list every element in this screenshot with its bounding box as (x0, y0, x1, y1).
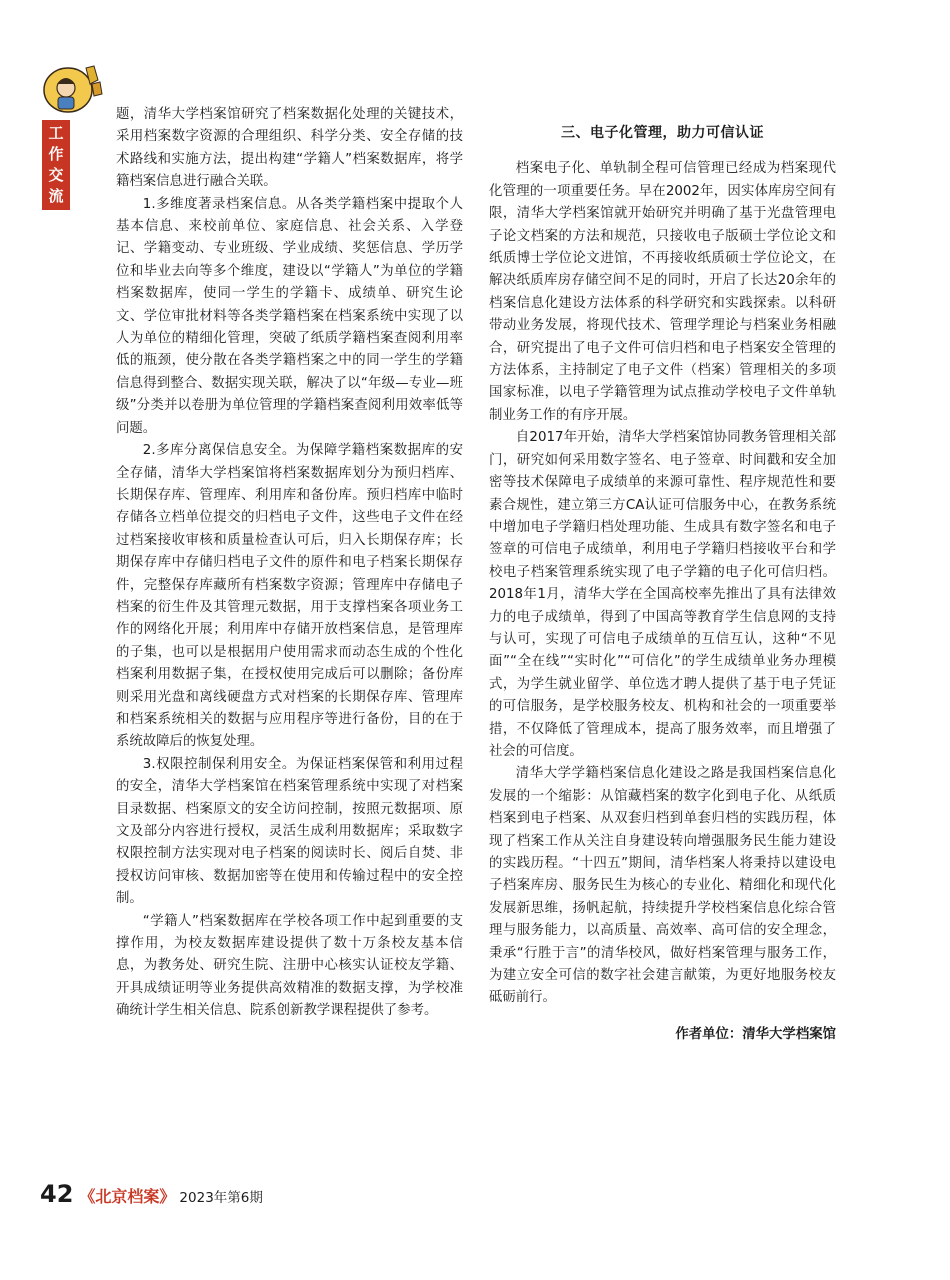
body-paragraph: 2.多库分离保信息安全。为保障学籍档案数据库的安全存储，清华大学档案馆将档案数据库划分为预归档库、长期保存库、管理库、利用库和备份库。预归档库中临时存储各立档单位提交的归档电子文件，这些电子文件在经过档案接收审核和质量检查认可后，归入长期保存库；长期保存库中存储归档电子文件的原件和电子档案长期保存件，完整保存库藏所有档案数字资源；管理库中存储电子档案的衍生件及其管理元数据，用于支撑档案各项业务工作的网络化开展；利用库中存储开放档案信息，是管理库的子集，也可以是根据用户使用需求而动态生成的个性化档案利用数据子集，在授权使用完成后可以删除；备份库则采用光盘和离线硬盘方式对档案的长期保存库、管理库和档案系统相关的数据与应用程序等进行备份，目的在于系统故障后的恢复处理。 (116, 443, 463, 750)
page-footer (40, 1180, 263, 1210)
column-badge-illustration (42, 60, 110, 116)
body-paragraph: “学籍人”档案数据库在学校各项工作中起到重要的支撑作用，为校友数据库建设提供了数十万条校友基本信息，为教务处、研究生院、注册中心核实认证校友学籍、开具成绩证明等业务提供高效精准的数据支撑，为学校准确统计学生相关信息、院系创新教学课程提供了参考。 (116, 913, 463, 1019)
left-column (116, 104, 463, 1023)
page-number: 42 (40, 1180, 74, 1208)
journal-name: 《北京档案》 (79, 1187, 176, 1206)
body-paragraph: 清华大学学籍档案信息化建设之路是我国档案信息化发展的一个缩影：从馆藏档案的数字化到电子化、从纸质档案到电子档案、从双套归档到单套归档的实践历程，体现了档案工作从关注自身建设转向增强服务民生能力建设的实践历程。“十四五”期间，清华档案人将秉持以建设电子档案库房、服务民生为核心的专业化、精细化和现代化发展新思维，扬帆起航，持续提升学校档案信息化综合管理与服务能力，以高质量、高效率、高可信的安全理念，秉承“行胜于言”的清华校风，做好档案管理与服务工作，为建立安全可信的数字社会建言献策，为更好地服务校友砥砺前行。 (489, 766, 836, 1006)
body-paragraph: 档案电子化、单轨制全程可信管理已经成为档案现代化管理的一项重要任务。早在2002年，因实体库房空间有限，清华大学档案馆就开始研究并明确了基于光盘管理电子论文档案的方法和规范，只接收电子版硕士学位论文和纸质博士学位论文进馆，不再接收纸质硕士学位论文，在解决纸质库房存储空间不足的同时，开启了长达20余年的档案信息化建设方法体系的科学研究和实践探索。以科研带动业务发展，将现代技术、管理学理论与档案业务相融合，研究提出了电子文件可信归档和电子档案安全管理的方法体系，主持制定了电子文件（档案）管理相关的多项国家标准，以电子学籍管理为试点推动学校电子文件单轨制业务工作的有序开展。 (489, 161, 836, 423)
body-paragraph: 自2017年开始，清华大学档案馆协同教务管理相关部门，研究如何采用数字签名、电子签章、时间戳和安全加密等技术保障电子成绩单的来源可靠性、程序规范性和要素合规性，建立第三方CA认证可信服务中心，在教务系统中增加电子学籍归档处理功能、生成具有数字签名和电子签章的可信电子成绩单，利用电子学籍归档接收平台和学校电子档案管理系统实现了电子学籍的电子化可信归档。2018年1月，清华大学在全国高校率先推出了具有法律效力的电子成绩单，得到了中国高等教育学生信息网的支持与认可，实现了可信电子成绩单的互信互认，这种“不见面”“全在线”“实时化”“可信化”的学生成绩单业务办理模式，为学生就业留学、单位选才聘人提供了基于电子凭证的可信服务，是学校服务校友、机构和社会的一项重要举措，不仅降低了管理成本，提高了服务效率，而且增强了社会的可信度。 (489, 430, 836, 759)
side-tab-char: 工 (48, 124, 64, 142)
issue-label: 2023年第6期 (179, 1190, 263, 1206)
side-tab-char: 流 (48, 187, 64, 205)
side-tab-char: 作 (48, 145, 64, 163)
right-column (489, 122, 836, 1046)
section-side-tab (42, 120, 70, 210)
side-tab-char: 交 (48, 166, 64, 184)
body-paragraph: 题，清华大学档案馆研究了档案数据化处理的关键技术，采用档案数字资源的合理组织、科学分类、安全存储的技术路线和实施方法，提出构建“学籍人”档案数据库，将学籍档案信息进行融合关联。 (116, 107, 463, 190)
author-affiliation: 作者单位：清华大学档案馆 (675, 1026, 836, 1042)
body-paragraph: 1.多维度著录档案信息。从各类学籍档案中提取个人基本信息、来校前单位、家庭信息、社会关系、入学登记、学籍变动、专业班级、学业成绩、奖惩信息、学历学位和毕业去向等多个维度，建设以“学籍人”为单位的学籍档案数据库，使同一学生的学籍卡、成绩单、研究生论文、学位审批材料等各类学籍档案在档案系统中实现了以人为单位的精细化管理，突破了纸质学籍档案查阅利用率低的瓶颈，使分散在各类学籍档案之中的同一学生的学籍信息得到整合、数据实现关联，解决了以“年级—专业—班级”分类并以卷册为单位管理的学籍档案查阅利用效率低等问题。 (116, 196, 463, 436)
body-paragraph: 3.权限控制保利用安全。为保证档案保管和利用过程的安全，清华大学档案馆在档案管理系统中实现了对档案目录数据、档案原文的安全访问控制，按照元数据项、原文及部分内容进行授权，灵活生成利用数据库；采取数字权限控制方法实现对电子档案的阅读时长、阅后自焚、非授权访问审核、数据加密等在使用和传输过程中的安全控制。 (116, 756, 463, 907)
section-heading: 三、电子化管理，助力可信认证 (561, 125, 764, 141)
